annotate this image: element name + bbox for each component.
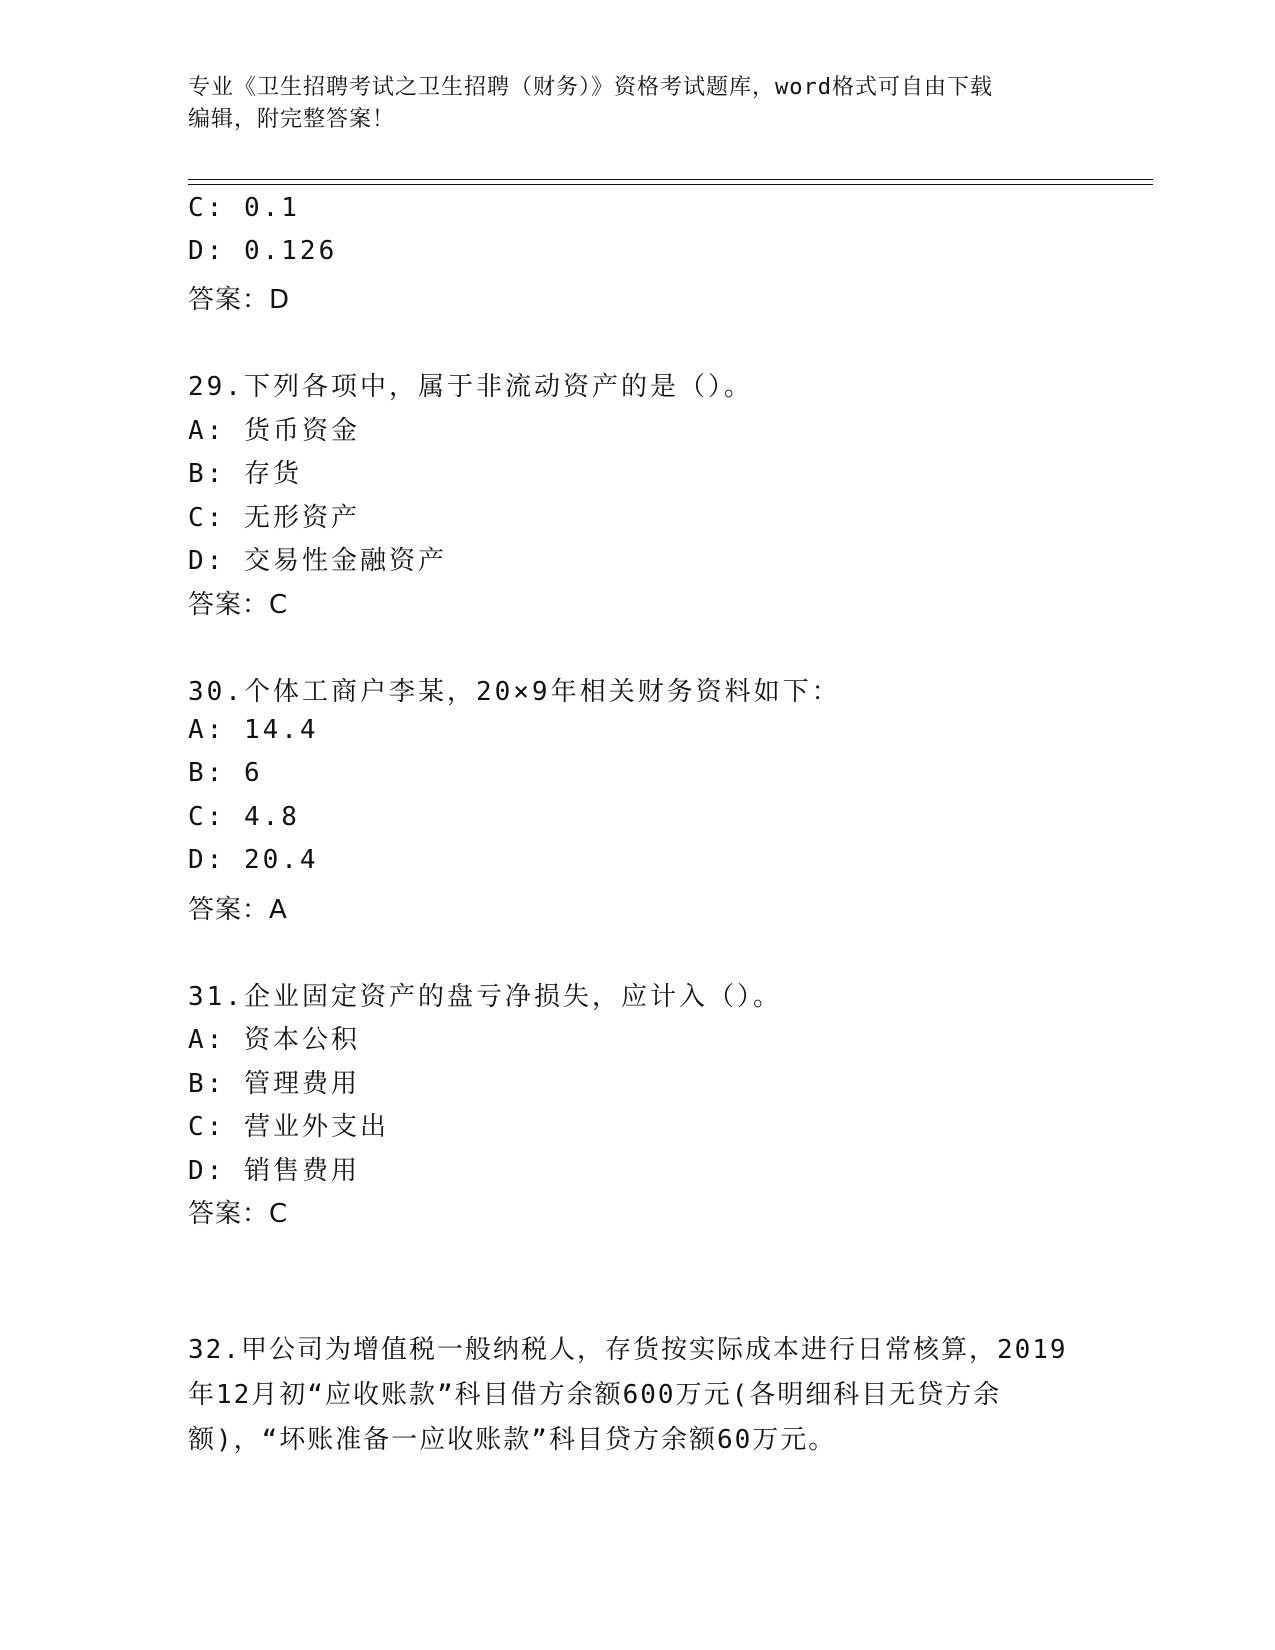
option-c: C: 0.1 — [188, 193, 300, 223]
answer-line: 答案：A — [188, 895, 288, 925]
option-b: B: 存货 — [188, 459, 302, 489]
answer-line: 答案：C — [188, 590, 289, 620]
option-d: D: 销售费用 — [188, 1156, 360, 1186]
option-b: B: 管理费用 — [188, 1069, 360, 1099]
document-header — [188, 72, 1088, 136]
option-d: D: 20.4 — [188, 845, 319, 875]
option-c: C: 4.8 — [188, 802, 300, 832]
option-d: D: 0.126 — [188, 236, 338, 266]
answer-line: 答案：C — [188, 1199, 289, 1229]
header-line-2: 编辑，附完整答案！ — [188, 107, 396, 132]
question-30: 30.个体工商户李某，20×9年相关财务资料如下： — [188, 677, 841, 707]
option-a: A: 货币资金 — [188, 416, 360, 446]
header-divider — [188, 179, 1153, 185]
option-a: A: 14.4 — [188, 715, 319, 745]
question-31: 31.企业固定资产的盘亏净损失，应计入（）。 — [188, 982, 782, 1012]
option-c: C: 营业外支出 — [188, 1112, 389, 1142]
answer-line: 答案：D — [188, 285, 291, 315]
option-a: A: 资本公积 — [188, 1025, 360, 1055]
question-29: 29.下列各项中，属于非流动资产的是（）。 — [188, 372, 753, 402]
question-32: 32.甲公司为增值税一般纳税人，存货按实际成本进行日常核算，2019年12月初“应收账款”科目借方余额600万元(各明细科目无贷方余额)，“坏账准备一应收账款”科目贷方余额60万元。 — [188, 1335, 1068, 1455]
option-b: B: 6 — [188, 758, 263, 788]
option-c: C: 无形资产 — [188, 503, 360, 533]
header-line-1: 专业《卫生招聘考试之卫生招聘（财务）》资格考试题库，word格式可自由下载 — [188, 75, 993, 100]
option-d: D: 交易性金融资产 — [188, 546, 447, 576]
